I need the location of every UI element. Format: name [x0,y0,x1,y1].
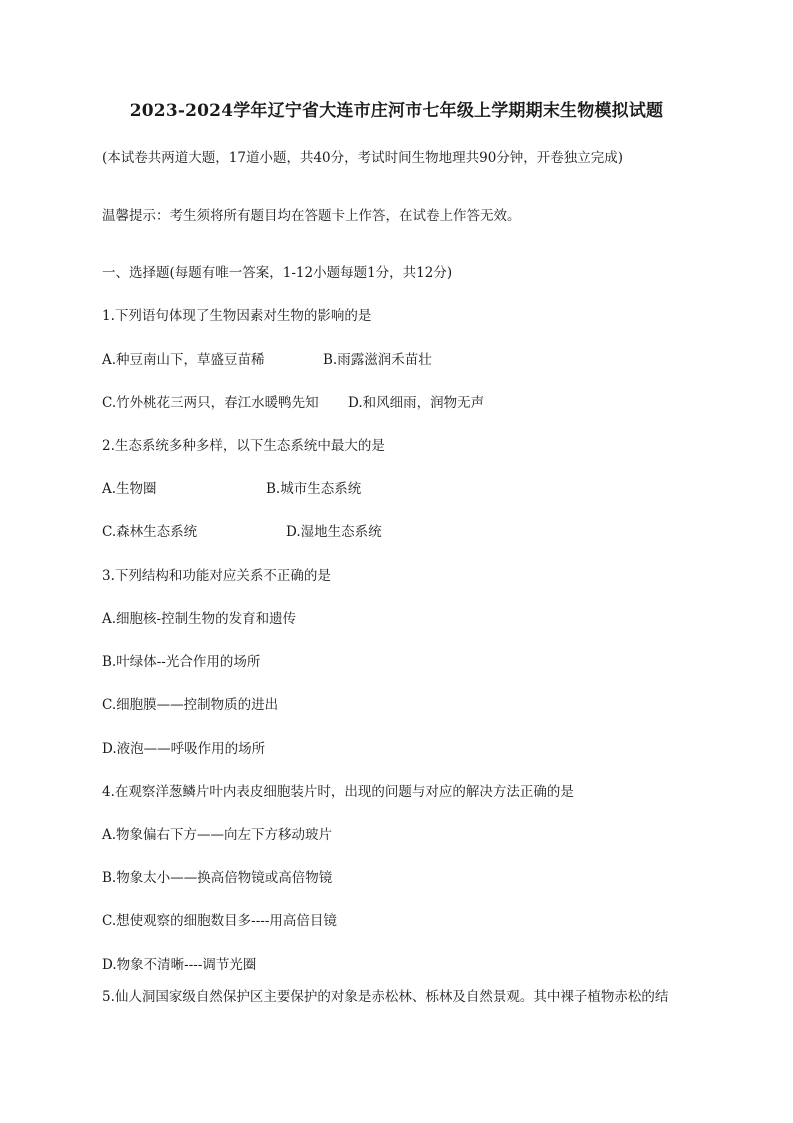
question-2-options-row-2 [102,523,382,541]
question-2-option-c: C.森林生态系统 [102,524,198,540]
question-3-option-b: B.叶绿体--光合作用的场所 [102,654,261,670]
question-2-options-row-1 [102,480,361,498]
question-5-stem: 5.仙人洞国家级自然保护区主要保护的对象是赤松林、栎林及自然景观。其中裸子植物赤松的结 [102,989,669,1005]
question-2-stem: 2.生态系统多种多样，以下生态系统中最大的是 [102,438,385,454]
page-title: 2023-2024学年辽宁省大连市庄河市七年级上学期期末生物模拟试题 [129,101,664,121]
question-3-option-d: D.液泡——呼吸作用的场所 [102,741,266,757]
question-1-option-c: C.竹外桃花三两只，春江水暖鸭先知 [102,395,319,411]
question-2-option-a: A.生物圈 [102,481,157,497]
question-4-option-d: D.物象不清晰----调节光圈 [102,957,257,973]
question-4-stem: 4.在观察洋葱鳞片叶内表皮细胞装片时，出现的问题与对应的解决方法正确的是 [102,784,574,800]
exam-note: (本试卷共两道大题，17道小题，共40分，考试时间生物地理共90分钟，开卷独立完成) [102,150,624,166]
question-2-option-b: B.城市生态系统 [266,481,362,497]
exam-tip: 温馨提示：考生须将所有题目均在答题卡上作答，在试卷上作答无效。 [102,208,521,224]
question-1-stem: 1.下列语句体现了生物因素对生物的影响的是 [102,308,372,324]
question-3-stem: 3.下列结构和功能对应关系不正确的是 [102,568,331,584]
question-1-option-b: B.雨露滋润禾苗壮 [323,352,432,368]
question-4-option-b: B.物象太小——换高倍物镜或高倍物镜 [102,870,333,886]
question-1-options-row-1 [102,351,432,369]
question-4-option-c: C.想使观察的细胞数目多----用高倍目镜 [102,913,337,929]
question-4-option-a: A.物象偏右下方——向左下方移动玻片 [102,827,333,843]
section-heading: 一、选择题(每题有唯一答案，1-12小题每题1分，共12分) [102,265,453,281]
question-3-option-a: A.细胞核-控制生物的发育和遗传 [102,611,297,627]
question-1-option-d: D.和风细雨，润物无声 [348,395,485,411]
question-1-option-a: A.种豆南山下，草盛豆苗稀 [102,352,265,368]
question-3-option-c: C.细胞膜——控制物质的进出 [102,697,279,713]
question-1-options-row-2 [102,394,484,412]
question-2-option-d: D.湿地生态系统 [286,524,382,540]
